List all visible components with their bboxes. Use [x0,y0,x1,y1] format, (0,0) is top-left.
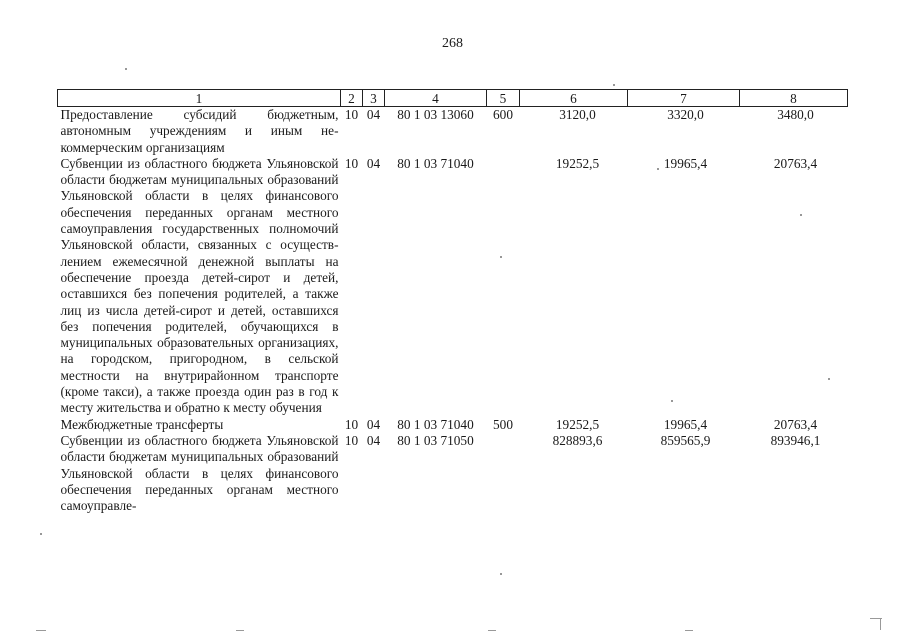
row-subsection: 04 [366,416,381,432]
row-expense-type [487,156,520,417]
table-row [58,107,848,156]
row-value-col7: 3320,0 [667,107,704,122]
scan-speck [828,378,830,380]
row-value-col6: 19252,5 [555,155,600,171]
scan-speck [671,400,673,402]
row-value-col6: 3120,0 [559,107,596,122]
row-name: Межбюджетные трансферты [60,416,224,432]
table-row [58,417,848,433]
table-row [58,433,848,514]
header-row [58,90,848,107]
row-expense-type: 600 [493,107,513,122]
row-value-col6: 19252,5 [555,416,600,432]
row-value-col6: 828893,6 [552,432,603,448]
row-expense-type: 500 [493,416,513,432]
header-col-6: 6 [520,90,628,107]
row-target-code: 80 1 03 13060 [397,107,474,122]
scan-mark [685,630,693,631]
row-value-col8: 20763,4 [773,155,818,171]
header-col-8: 8 [740,90,848,107]
row-section: 10 [344,416,359,432]
row-name: Предоставление субсидий бюджетным, автономным учреждениям и иным некоммерческим организациям [60,107,339,155]
scan-speck [613,84,615,86]
row-subsection: 04 [366,432,381,448]
row-name: Субвенции из областного бюджета Ульяновской области бюджетам муниципальных образований Ульяновской области в целях финансового обеспечения переданных органам местного самоуправле- [60,432,339,514]
scan-speck [500,573,502,575]
row-name: Субвенции из областного бюджета Ульяновской области бюджетам муниципальных образований Ульяновской области в целях финансового обеспечения переданных органам местного самоуправления государственных полномочий Ульяновской области, связанных с осуществлением ежемесячной денежной выплаты на обеспечение проезда детей-сирот и детей, оставшихся без попечения родителей, а также лиц из числа детей-сирот и детей, оставшихся без попечения родителей, обучающихся в муниципальных образовательных организациях, на городском, пригородном, в сельской местности на внутрирайонном транспорте (кроме такси), а также проезда один раз в год к месту жительства и обратно к месту обучения [60,155,339,416]
row-value-col7: 19965,4 [663,155,708,171]
scan-mark [236,630,244,631]
row-section: 10 [344,432,359,448]
row-target-code: 80 1 03 71050 [397,432,474,448]
page-number: 268 [442,36,463,51]
row-subsection: 04 [366,155,381,171]
scan-speck [40,533,42,535]
scan-speck [657,168,659,170]
table-header [58,90,848,107]
header-col-7: 7 [628,90,740,107]
table-row [58,156,848,417]
scan-mark [870,618,882,619]
header-col-4: 4 [385,90,487,107]
row-subsection: 04 [366,107,381,122]
row-section: 10 [344,107,359,122]
row-expense-type [487,433,520,514]
scan-mark [880,618,881,630]
row-value-col8: 3480,0 [777,107,814,122]
scan-speck [500,256,502,258]
header-col-3: 3 [363,90,385,107]
scan-mark [36,630,46,631]
scan-speck [125,68,127,70]
header-col-1: 1 [58,90,341,107]
header-col-2: 2 [341,90,363,107]
row-value-col7: 859565,9 [660,432,711,448]
row-value-col7: 19965,4 [663,416,708,432]
row-target-code: 80 1 03 71040 [397,155,474,171]
row-value-col8: 893946,1 [770,432,821,448]
table-body [58,107,848,515]
budget-table [57,89,848,514]
scan-mark [488,630,496,631]
header-col-5: 5 [487,90,520,107]
row-value-col8: 20763,4 [773,416,818,432]
scan-speck [800,214,802,216]
row-section: 10 [344,155,359,171]
row-target-code: 80 1 03 71040 [397,416,474,432]
